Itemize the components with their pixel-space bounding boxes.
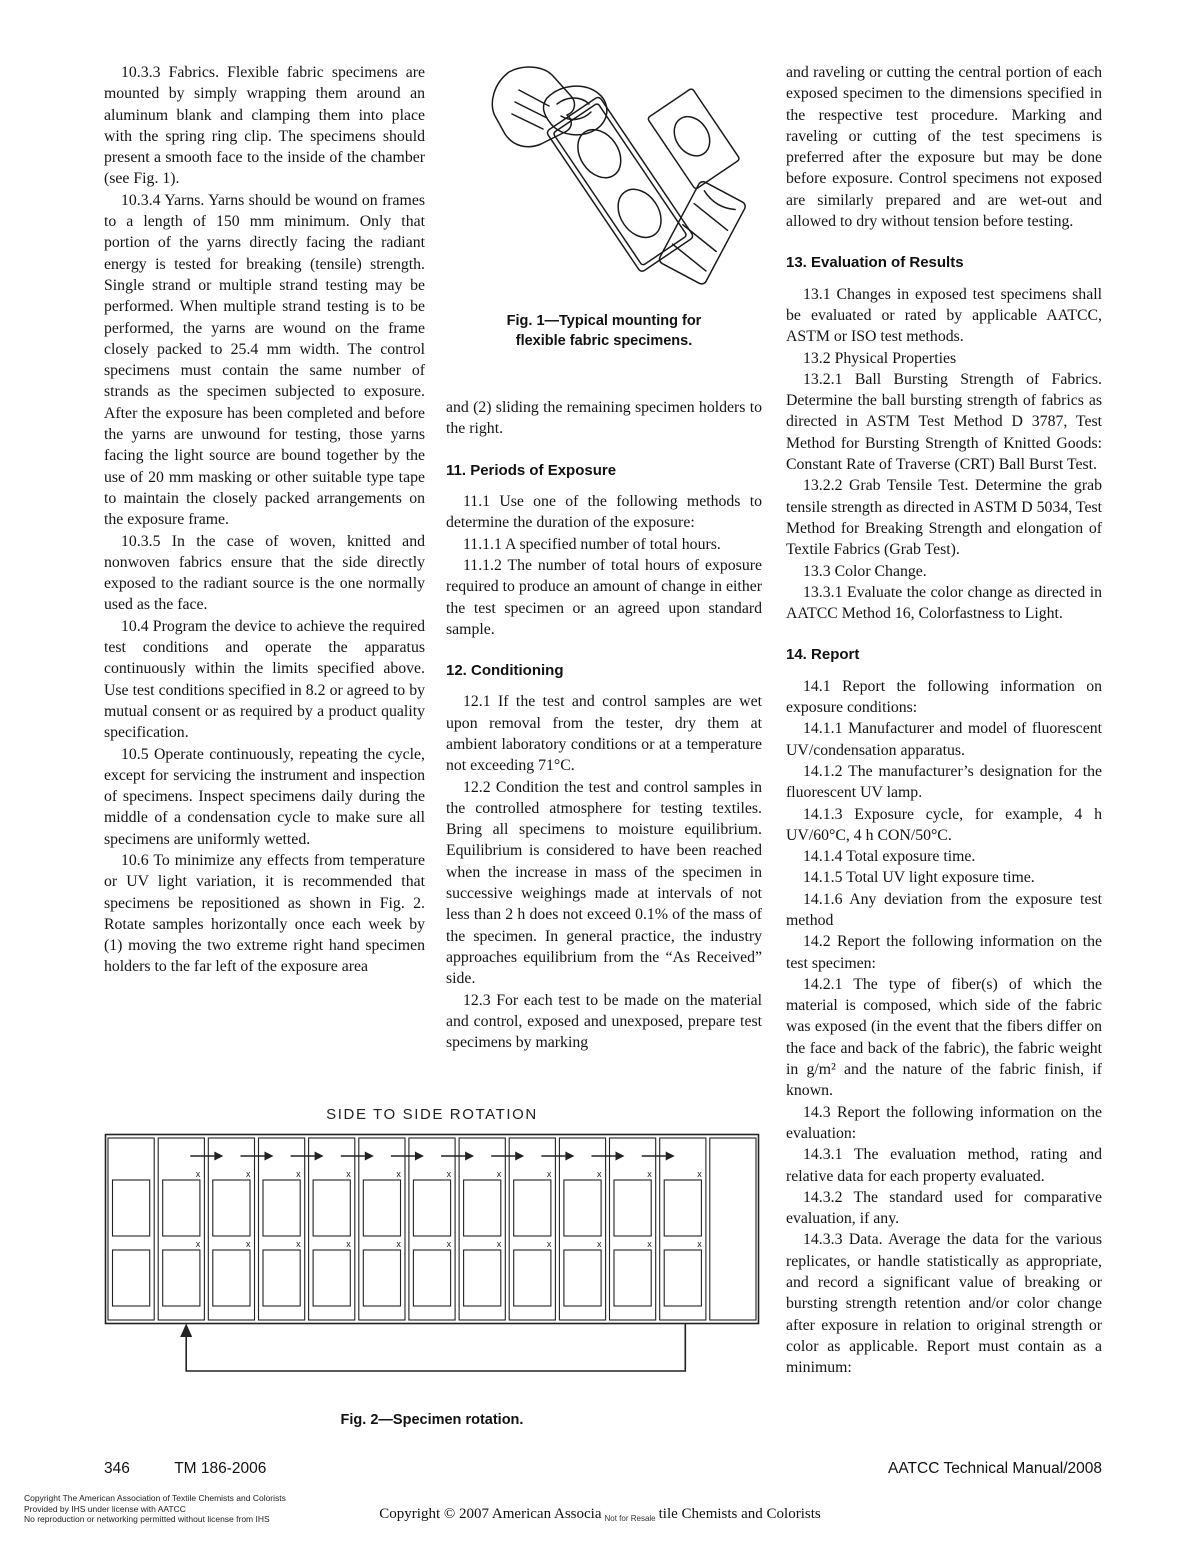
figure-2 (104, 1106, 760, 1428)
svg-text:x: x (346, 1169, 351, 1179)
para-14-3: 14.3 Report the following information on the evaluation: (786, 1103, 1102, 1142)
para-13-2-2: 13.2.2 Grab Tensile Test. Determine the grab tensile strength as directed in ASTM D 5034, Test Method for Breaking Strength and elongation of Textile Fabrics (Grab Test). (786, 477, 1102, 559)
column-middle (446, 62, 762, 1053)
svg-text:x: x (396, 1169, 401, 1179)
para-12-3-continued: and raveling or cutting the central portion of each exposed specimen to the dimensions specified in the respective test procedure. Marking and raveling or cutting of the test specimens is preferred after the exposure but may be done before exposure. Control specimens not exposed are similarly prepared and are wet-out and allowed to dry without tension before testing. (786, 64, 1102, 231)
svg-text:x: x (346, 1239, 351, 1249)
hand-icon (492, 67, 574, 147)
wrapped-specimen (658, 180, 747, 286)
para-14-3-1: 14.3.1 The evaluation method, rating and relative data for each property evaluated. (786, 1146, 1102, 1185)
fig1-caption-line2: flexible fabric specimens. (515, 332, 693, 349)
para-10-5: 10.5 Operate continuously, repeating the cycle, except for servicing the instrument and inspection of specimens. Inspect specimens daily during the middle of a condensation cycle to make sure all specimens are uniformly wetted. (104, 745, 425, 848)
svg-text:x: x (647, 1239, 652, 1249)
figure-1 (446, 62, 762, 351)
para-12-1: 12.1 If the test and control samples are wet upon removal from the tester, dry them at ambient laboratory conditions or at a temperature not exceeding 71°C. (446, 693, 762, 775)
para-14-1-4: 14.1.4 Total exposure time. (803, 848, 976, 866)
heading-section-12: 12. Conditioning (446, 662, 564, 680)
copyright-center-left: Copyright © 2007 American Associa (379, 1506, 602, 1522)
svg-text:x: x (647, 1169, 652, 1179)
para-14-2-1: 14.2.1 The type of fiber(s) of which the material is composed, which side of the fabric was exposed (in the event that the fibers differ on the face and back of the fabric), the fabric weight in g/m² and the nature of the fabric finish, if known. (786, 975, 1102, 1100)
para-10-3-3: 10.3.3 Fabrics. Flexible fabric specimens are mounted by simply wrapping them around an aluminum blank and clamping them into place with the spring ring clip. The specimens should present a smooth face to the inside of the chamber (see Fig. 1). (104, 64, 425, 188)
fig1-mounting-illustration (449, 62, 759, 302)
svg-text:x: x (246, 1239, 251, 1249)
fig2-rotation-diagram (104, 1133, 760, 1385)
footer-left (104, 1460, 266, 1478)
para-10-4: 10.4 Program the device to achieve the required test conditions and operate the apparatus continuously within the limits specified above. Use test conditions specified in 8.2 or agreed to by mutual consent or as required by a product quality specification. (104, 617, 425, 742)
para-11-1-1: 11.1.1 A specified number of total hours. (463, 535, 721, 553)
mounting-panel (546, 96, 694, 273)
copyright-center-right: tile Chemists and Colorists (658, 1506, 821, 1522)
para-13-1: 13.1 Changes in exposed test specimens shall be evaluated or rated by applicable AATCC, ASTM or ISO test methods. (786, 285, 1102, 346)
svg-text:x: x (597, 1169, 602, 1179)
para-12-2: 12.2 Condition the test and control samples in the controlled atmosphere for testing textiles. Bring all specimens to moisture equilibrium. Equilibrium is considered to have been reached when the increase in mass of the specimen in successive weighings made at intervals of not less than 2 h does not exceed 0.1% of the mass of the specimen. In general practice, the industry approaches equilibrium from the “As Received” side. (446, 778, 762, 988)
svg-text:x: x (546, 1169, 552, 1179)
copyright-line-3: No reproduction or networking permitted without license from IHS (24, 1514, 270, 1524)
not-for-resale-watermark: Not for Resale (604, 1514, 656, 1523)
svg-text:x: x (496, 1239, 502, 1249)
para-14-3-3: 14.3.3 Data. Average the data for the various replicates, or handle statistically as appropriate, and record a significant value of breaking or bursting strength retention and/or color change after exposure in relation to original strength or color as applicable. Report must contain as a minimum: (786, 1231, 1102, 1377)
para-13-3-1: 13.3.1 Evaluate the color change as directed in AATCC Method 16, Colorfastness to Light. (786, 583, 1102, 623)
svg-text:x: x (446, 1169, 452, 1179)
para-11-1-2: 11.1.2 The number of total hours of exposure required to produce an amount of change in either the test specimen or an agreed upon standard sample. (446, 556, 762, 638)
fig2-caption: Fig. 2—Specimen rotation. (340, 1412, 524, 1428)
para-14-1-3: 14.1.3 Exposure cycle, for example, 4 h UV/60°C, 4 h CON/50°C. (786, 805, 1102, 844)
para-10-3-4: 10.3.4 Yarns. Yarns should be wound on frames to a length of 150 mm minimum. Only that portion of the yarns directly facing the radiant energy is tested for breaking (tensile) strength. Single strand or multiple strand testing may be performed. When multiple strand testing is to be performed, the yarns are wound on the frame closely packed to 25.4 mm width. The control specimens must contain the same number of strands as the specimen subjected to exposure. After the exposure has been completed and before the yarns are unwound for testing, those yarns facing the light source are bound together by the use of 20 mm masking or other suitable type tape to maintain the closely packed arrangements on the exposure frame. (104, 191, 425, 529)
para-14-1-5: 14.1.5 Total UV light exposure time. (803, 869, 1035, 887)
para-14-1-6: 14.1.6 Any deviation from the exposure test method (786, 890, 1102, 929)
svg-text:x: x (296, 1169, 301, 1179)
rear-panel (647, 88, 740, 189)
column-left (104, 62, 425, 978)
para-14-1-2: 14.1.2 The manufacturer’s designation for the fluorescent UV lamp. (786, 762, 1102, 802)
svg-text:x: x (496, 1169, 502, 1179)
svg-text:x: x (195, 1239, 201, 1249)
para-14-3-2: 14.3.2 The standard used for comparative evaluation, if any. (786, 1188, 1102, 1228)
para-14-1: 14.1 Report the following information on exposure conditions: (786, 677, 1102, 717)
copyright-line-2: Provided by IHS under license with AATCC (24, 1503, 186, 1514)
para-13-2: 13.2 Physical Properties (803, 349, 957, 367)
svg-text:x: x (396, 1239, 401, 1249)
para-12-3: 12.3 For each test to be made on the material and control, exposed and unexposed, prepare test specimens by marking (446, 991, 762, 1052)
copyright-line-1: Copyright The American Association of Textile Chemists and Colorists (24, 1493, 286, 1503)
svg-text:x: x (597, 1239, 602, 1249)
doc-number: TM 186-2006 (174, 1460, 267, 1477)
fig2-title: SIDE TO SIDE ROTATION (326, 1106, 538, 1123)
fig1-caption (446, 312, 762, 351)
para-14-2: 14.2 Report the following information on the test specimen: (786, 933, 1102, 972)
heading-section-13: 13. Evaluation of Results (786, 254, 964, 272)
para-11-1: 11.1 Use one of the following methods to determine the duration of the exposure: (446, 493, 762, 532)
column-right (786, 62, 1102, 1379)
heading-section-11: 11. Periods of Exposure (446, 461, 617, 479)
svg-text:x: x (446, 1239, 452, 1249)
para-13-2-1: 13.2.1 Ball Bursting Strength of Fabrics. Determine the ball bursting strength of fabrics as directed in ASTM Test Method D 3787, Test Method for Bursting Strength of Knitted Goods: Constant Rate of Traverse (CRT) Ball Burst Test. (786, 370, 1102, 474)
para-13-3: 13.3 Color Change. (803, 562, 927, 580)
para-10-6-continued: and (2) sliding the remaining specimen holders to the right. (446, 399, 762, 438)
para-14-1-1: 14.1.1 Manufacturer and model of fluorescent UV/condensation apparatus. (786, 720, 1102, 759)
manual-title: AATCC Technical Manual/2008 (888, 1460, 1102, 1477)
page-footer (104, 1460, 1102, 1478)
svg-text:x: x (697, 1239, 702, 1249)
svg-text:x: x (246, 1169, 251, 1179)
copyright-center (0, 1503, 1200, 1523)
fig1-caption-line1: Fig. 1—Typical mounting for (506, 313, 702, 329)
para-10-3-5: 10.3.5 In the case of woven, knitted and nonwoven fabrics ensure that the side directly exposed to the radiant source is the one normally used as the face. (104, 532, 425, 614)
svg-text:x: x (296, 1239, 301, 1249)
svg-text:x: x (546, 1239, 552, 1249)
svg-text:x: x (195, 1169, 201, 1179)
page-number: 346 (104, 1460, 130, 1477)
para-10-6: 10.6 To minimize any effects from temperature or UV light variation, it is recommended that specimens be repositioned as shown in Fig. 2. Rotate samples horizontally once each week by (1) moving the two extreme right hand specimen holders to the far left of the exposure area (104, 851, 425, 976)
svg-text:x: x (697, 1169, 702, 1179)
heading-section-14: 14. Report (786, 646, 860, 664)
